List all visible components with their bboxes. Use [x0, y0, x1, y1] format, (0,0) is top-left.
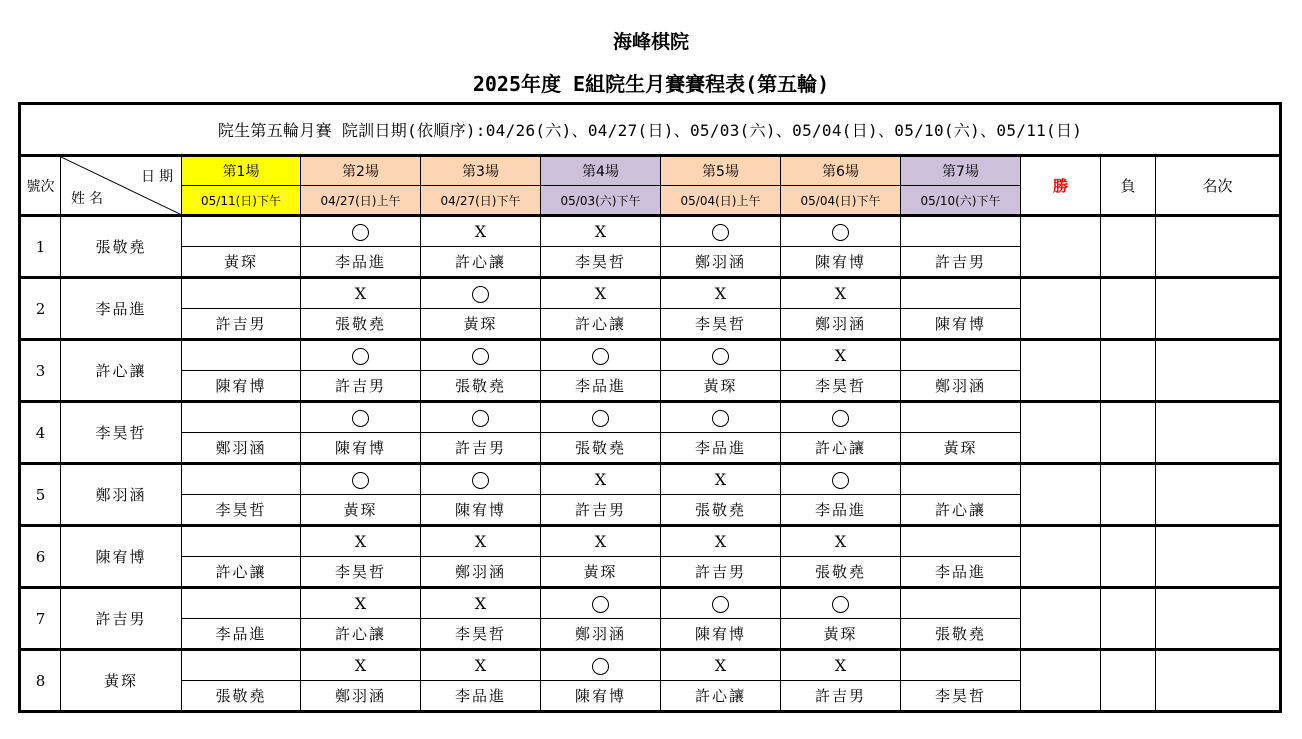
player-row — [20, 278, 1281, 309]
round-7-date: 05/10(六)下午 — [901, 186, 1021, 216]
win-circle-icon — [592, 596, 609, 613]
loss-count-cell — [1101, 588, 1156, 650]
round-3-name: 第3場 — [421, 156, 541, 186]
player-number: 7 — [20, 588, 61, 650]
opponent-cell: 李品進 — [661, 433, 781, 464]
result-cell — [781, 464, 901, 495]
result-cell: X — [781, 526, 901, 557]
opponent-cell: 李品進 — [301, 247, 421, 278]
result-cell — [182, 216, 301, 247]
opponent-cell: 張敬堯 — [661, 495, 781, 526]
player-number: 6 — [20, 526, 61, 588]
loss-count-cell — [1101, 340, 1156, 402]
opponent-cell: 黃琛 — [541, 557, 661, 588]
opponent-cell: 李昊哲 — [541, 247, 661, 278]
opponent-cell: 黃琛 — [421, 309, 541, 340]
player-number: 5 — [20, 464, 61, 526]
opponent-cell: 李昊哲 — [901, 681, 1021, 712]
result-cell — [901, 216, 1021, 247]
opponent-cell: 張敬堯 — [541, 433, 661, 464]
opponent-cell: 鄭羽涵 — [661, 247, 781, 278]
round-2-date: 04/27(日)上午 — [301, 186, 421, 216]
win-count-cell — [1021, 464, 1101, 526]
header-diagonal-cell — [61, 156, 182, 216]
opponent-cell: 許吉男 — [781, 681, 901, 712]
opponent-cell: 許心讓 — [781, 433, 901, 464]
result-cell — [182, 526, 301, 557]
result-cell: X — [541, 216, 661, 247]
result-cell — [901, 278, 1021, 309]
opponent-cell: 李品進 — [541, 371, 661, 402]
training-dates-info: 院生第五輪月賽 院訓日期(依順序):04/26(六)、04/27(日)、05/03(六)、05/04(日)、05/10(六)、05/11(日) — [20, 104, 1281, 156]
result-cell — [541, 340, 661, 371]
opponent-cell: 李品進 — [901, 557, 1021, 588]
rank-cell — [1156, 588, 1281, 650]
win-circle-icon — [592, 348, 609, 365]
player-name: 李品進 — [61, 278, 182, 340]
opponent-cell: 許吉男 — [661, 557, 781, 588]
win-circle-icon — [712, 596, 729, 613]
result-cell — [301, 340, 421, 371]
opponent-cell: 李品進 — [781, 495, 901, 526]
win-circle-icon — [352, 410, 369, 427]
result-cell: X — [541, 464, 661, 495]
opponent-cell: 李品進 — [421, 681, 541, 712]
loss-count-cell — [1101, 216, 1156, 278]
player-name: 張敬堯 — [61, 216, 182, 278]
result-cell — [781, 216, 901, 247]
opponent-cell: 鄭羽涵 — [182, 433, 301, 464]
win-circle-icon — [352, 224, 369, 241]
result-cell: X — [301, 278, 421, 309]
win-count-cell — [1021, 340, 1101, 402]
result-cell — [182, 464, 301, 495]
result-cell — [661, 588, 781, 619]
player-number: 4 — [20, 402, 61, 464]
player-row — [20, 526, 1281, 557]
loss-count-cell — [1101, 526, 1156, 588]
player-name: 許吉男 — [61, 588, 182, 650]
result-cell — [901, 588, 1021, 619]
win-count-cell — [1021, 402, 1101, 464]
opponent-cell: 許心讓 — [182, 557, 301, 588]
loss-count-cell — [1101, 650, 1156, 712]
result-cell — [541, 650, 661, 681]
rank-cell — [1156, 464, 1281, 526]
result-cell: X — [421, 526, 541, 557]
result-cell: X — [541, 278, 661, 309]
result-cell: X — [661, 526, 781, 557]
opponent-cell: 鄭羽涵 — [901, 371, 1021, 402]
result-cell — [541, 402, 661, 433]
result-cell — [781, 402, 901, 433]
opponent-cell: 陳宥博 — [421, 495, 541, 526]
result-cell — [182, 278, 301, 309]
schedule-title: 2025年度 E組院生月賽賽程表(第五輪) — [472, 72, 830, 96]
loss-count-cell — [1101, 464, 1156, 526]
player-name: 黃琛 — [61, 650, 182, 712]
round-7-name: 第7場 — [901, 156, 1021, 186]
opponent-cell: 許心讓 — [541, 309, 661, 340]
opponent-cell: 李昊哲 — [182, 495, 301, 526]
opponent-cell: 鄭羽涵 — [781, 309, 901, 340]
header-win: 勝 — [1021, 156, 1101, 216]
opponent-cell: 陳宥博 — [781, 247, 901, 278]
player-row — [20, 340, 1281, 371]
result-cell: X — [541, 526, 661, 557]
win-circle-icon — [352, 472, 369, 489]
win-count-cell — [1021, 650, 1101, 712]
opponent-cell: 陳宥博 — [541, 681, 661, 712]
round-6-name: 第6場 — [781, 156, 901, 186]
player-name: 鄭羽涵 — [61, 464, 182, 526]
opponent-cell: 黃琛 — [182, 247, 301, 278]
opponent-cell: 張敬堯 — [421, 371, 541, 402]
result-cell — [182, 340, 301, 371]
player-name: 李昊哲 — [61, 402, 182, 464]
rank-cell — [1156, 340, 1281, 402]
player-row — [20, 464, 1281, 495]
result-cell: X — [421, 588, 541, 619]
round-5-name: 第5場 — [661, 156, 781, 186]
round-3-date: 04/27(日)下午 — [421, 186, 541, 216]
result-cell: X — [421, 216, 541, 247]
rank-cell — [1156, 650, 1281, 712]
opponent-cell: 陳宥博 — [901, 309, 1021, 340]
rank-cell — [1156, 526, 1281, 588]
opponent-cell: 李品進 — [182, 619, 301, 650]
rank-cell — [1156, 216, 1281, 278]
win-count-cell — [1021, 526, 1101, 588]
round-1-date: 05/11(日)下午 — [182, 186, 301, 216]
opponent-cell: 許吉男 — [182, 309, 301, 340]
result-cell: X — [661, 650, 781, 681]
opponent-cell: 李昊哲 — [661, 309, 781, 340]
player-row — [20, 402, 1281, 433]
win-circle-icon — [472, 472, 489, 489]
result-cell — [901, 340, 1021, 371]
header-rank: 名次 — [1156, 156, 1281, 216]
win-circle-icon — [592, 658, 609, 675]
win-circle-icon — [832, 224, 849, 241]
opponent-cell: 鄭羽涵 — [541, 619, 661, 650]
opponent-cell: 許吉男 — [901, 247, 1021, 278]
opponent-cell: 許心讓 — [661, 681, 781, 712]
win-circle-icon — [832, 596, 849, 613]
opponent-cell: 陳宥博 — [301, 433, 421, 464]
result-cell: X — [301, 588, 421, 619]
header-loss: 負 — [1101, 156, 1156, 216]
result-cell: X — [421, 650, 541, 681]
opponent-cell: 黃琛 — [301, 495, 421, 526]
round-2-name: 第2場 — [301, 156, 421, 186]
opponent-cell: 陳宥博 — [661, 619, 781, 650]
opponent-cell: 張敬堯 — [901, 619, 1021, 650]
player-number: 1 — [20, 216, 61, 278]
win-circle-icon — [352, 348, 369, 365]
win-circle-icon — [712, 224, 729, 241]
win-count-cell — [1021, 278, 1101, 340]
rank-cell — [1156, 402, 1281, 464]
opponent-cell: 許心讓 — [901, 495, 1021, 526]
result-cell — [421, 340, 541, 371]
header-name-label: 姓名 — [71, 191, 107, 207]
result-cell — [421, 402, 541, 433]
result-cell — [301, 464, 421, 495]
loss-count-cell — [1101, 278, 1156, 340]
result-cell — [301, 402, 421, 433]
result-cell — [661, 340, 781, 371]
win-count-cell — [1021, 216, 1101, 278]
result-cell — [421, 278, 541, 309]
win-circle-icon — [712, 410, 729, 427]
result-cell: X — [781, 650, 901, 681]
win-circle-icon — [712, 348, 729, 365]
result-cell — [781, 588, 901, 619]
round-6-date: 05/04(日)下午 — [781, 186, 901, 216]
result-cell — [541, 588, 661, 619]
opponent-cell: 鄭羽涵 — [301, 681, 421, 712]
opponent-cell: 陳宥博 — [182, 371, 301, 402]
result-cell — [901, 650, 1021, 681]
opponent-cell: 張敬堯 — [301, 309, 421, 340]
result-cell — [182, 650, 301, 681]
opponent-cell: 黃琛 — [781, 619, 901, 650]
opponent-cell: 李昊哲 — [781, 371, 901, 402]
rank-cell — [1156, 278, 1281, 340]
opponent-cell: 許吉男 — [301, 371, 421, 402]
result-cell — [182, 402, 301, 433]
player-number: 3 — [20, 340, 61, 402]
header-date-label: 日期 — [141, 169, 177, 185]
opponent-cell: 李昊哲 — [301, 557, 421, 588]
win-circle-icon — [472, 286, 489, 303]
player-name: 陳宥博 — [61, 526, 182, 588]
result-cell — [661, 216, 781, 247]
result-cell: X — [301, 650, 421, 681]
opponent-cell: 黃琛 — [901, 433, 1021, 464]
result-cell — [661, 402, 781, 433]
win-circle-icon — [832, 472, 849, 489]
header-number: 號次 — [20, 156, 61, 216]
result-cell — [182, 588, 301, 619]
player-row — [20, 216, 1281, 247]
player-row — [20, 588, 1281, 619]
result-cell — [901, 464, 1021, 495]
opponent-cell: 許吉男 — [421, 433, 541, 464]
opponent-cell: 許吉男 — [541, 495, 661, 526]
win-circle-icon — [832, 410, 849, 427]
result-cell — [901, 402, 1021, 433]
result-cell: X — [781, 278, 901, 309]
player-number: 2 — [20, 278, 61, 340]
player-row — [20, 650, 1281, 681]
result-cell: X — [301, 526, 421, 557]
result-cell: X — [661, 464, 781, 495]
loss-count-cell — [1101, 402, 1156, 464]
schedule-table — [18, 102, 1282, 713]
player-name: 許心讓 — [61, 340, 182, 402]
result-cell: X — [661, 278, 781, 309]
win-circle-icon — [472, 410, 489, 427]
result-cell — [301, 216, 421, 247]
win-circle-icon — [472, 348, 489, 365]
player-number: 8 — [20, 650, 61, 712]
round-4-date: 05/03(六)下午 — [541, 186, 661, 216]
round-4-name: 第4場 — [541, 156, 661, 186]
round-5-date: 05/04(日)上午 — [661, 186, 781, 216]
win-count-cell — [1021, 588, 1101, 650]
opponent-cell: 李昊哲 — [421, 619, 541, 650]
opponent-cell: 張敬堯 — [182, 681, 301, 712]
result-cell — [421, 464, 541, 495]
opponent-cell: 許心讓 — [301, 619, 421, 650]
result-cell: X — [781, 340, 901, 371]
opponent-cell: 鄭羽涵 — [421, 557, 541, 588]
opponent-cell: 黃琛 — [661, 371, 781, 402]
result-cell — [901, 526, 1021, 557]
win-circle-icon — [592, 410, 609, 427]
org-title: 海峰棋院 — [612, 31, 689, 53]
round-1-name: 第1場 — [182, 156, 301, 186]
opponent-cell: 張敬堯 — [781, 557, 901, 588]
opponent-cell: 許心讓 — [421, 247, 541, 278]
